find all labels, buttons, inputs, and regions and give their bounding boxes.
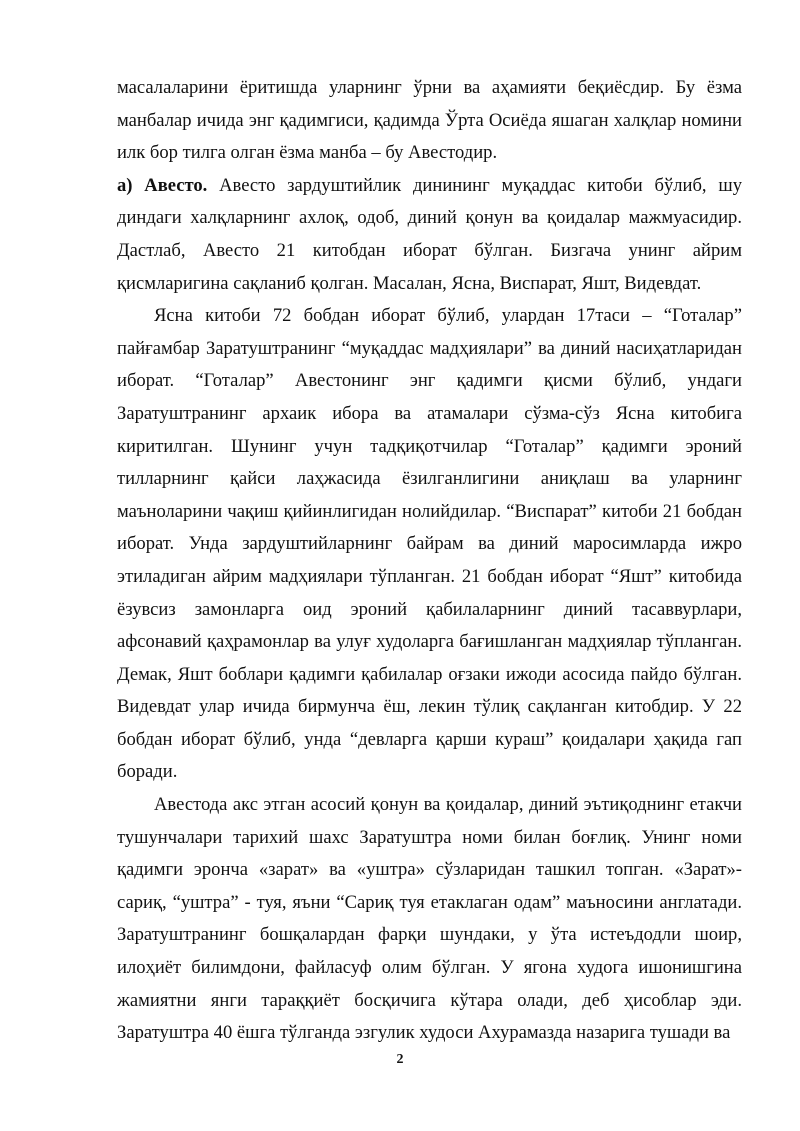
paragraph-yasna: Ясна китоби 72 бобдан иборат бўлиб, улардан 17таси – “Готалар” пайғамбар Заратуштранинг “муқаддас мадҳиялари” ва диний насиҳатларидан иборат. “Готалар” Авестонинг энг қадимги қисми бўлиб, ундаги Заратуштранинг архаик ибора ва атамалари сўзма-сўз Ясна китобига киритилган. Шунинг учун тадқиқотчилар “Готалар” қадимги эроний тилларнинг қайси лаҳжасида ёзилганлигини аниқлаш ва уларнинг маъноларини чақиш қийинлигидан нолийдилар. “Виспарат” китоби 21 бобдан иборат. Унда зардуштийларнинг байрам ва диний маросимларда ижро этиладиган айрим мадҳиялари тўпланган. 21 бобдан иборат “Яшт” китобида ёзувсиз замонларга оид эроний қабилаларнинг диний тасаввурлари, афсонавий қаҳрамонлар ва улуғ худоларга бағишланган мадҳиялар тўпланган. Демак, Яшт боблари қадимги қабилалар оғзаки ижоди асосида пайдо бўлган. Видевдат улар ичида бирмунча ёш, лекин тўлиқ сақланган китобдир. У 22 бобдан иборат бўлиб, унда “девларга қарши кураш” қоидалари ҳақида гап боради. (117, 305, 742, 783)
paragraph-zarathustra: Авестода акс этган асосий қонун ва қоидалар, диний эътиқоднинг етакчи тушунчалари тарихий шахс Заратуштра номи билан боғлиқ. Унинг номи қадимги эронча «зарат» ва «уштра» сўзларидан ташкил топган. «Зарат»- сариқ, “уштра” - туя, яъни “Сариқ туя етаклаган одам” маъносини англатади. Заратуштранинг бошқалардан фарқи шундаки, у ўта истеъдодли шоир, илоҳиёт билимдони, файласуф олим бўлган. У ягона худога ишонишгина жамиятни янги тараққиёт босқичига кўтара олади, деб ҳисоблар эди. Заратуштра 40 ёшга тўлганда эзгулик худоси Ахурамазда назарига тушади ва (117, 794, 742, 1044)
paragraph-avesto-section (117, 170, 742, 300)
paragraph-continuation: масалаларини ёритишда уларнинг ўрни ва аҳамияти беқиёсдир. Бу ёзма манбалар ичида энг қадимгиси, қадимда Ўрта Осиёда яшаган халқлар номини илк бор тилга олган ёзма манба – бу Авестодир. (117, 77, 742, 164)
section-text-avesto: Авесто зардуштийлик динининг муқаддас китоби бўлиб, шу диндаги халқларнинг ахлоқ, одоб, диний қонун ва қоидалар мажмуасидир. Дастлаб, Авесто 21 китобдан иборат бўлган. Бизгача унинг айрим қисмларигина сақланиб қолган. Масалан, Ясна, Виспарат, Яшт, Видевдат. (117, 174, 742, 294)
page-number: 2 (396, 1052, 404, 1067)
document-body (117, 72, 742, 1050)
section-heading-avesto: а) Авесто. (117, 174, 208, 196)
